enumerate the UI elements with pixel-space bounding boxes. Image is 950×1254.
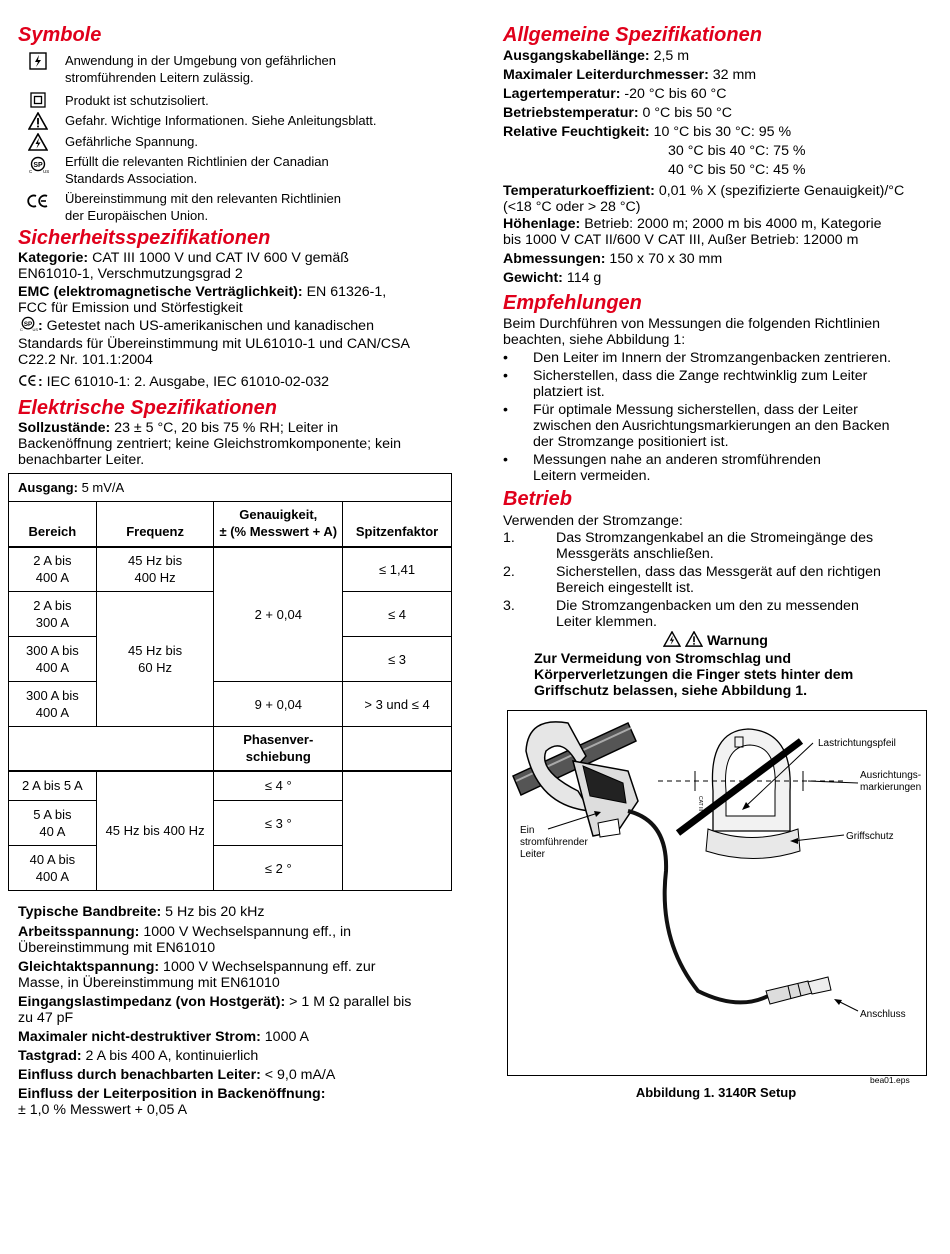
spec-iec: : IEC 61010-1: 2. Ausgabe, IEC 61010-02-032 bbox=[18, 374, 458, 391]
label-alignment: Ausrichtungs- markierungen bbox=[860, 770, 922, 793]
spec-emc: EMC (elektromagnetische Verträglichkeit): EN 61326-1, bbox=[18, 284, 387, 300]
svg-text:SP: SP bbox=[33, 162, 43, 169]
table-row bbox=[9, 474, 452, 502]
svg-text:CAT III: CAT III bbox=[697, 796, 703, 812]
safety-heading: Sicherheitsspezifikationen bbox=[18, 227, 271, 249]
voltage-triangle-icon bbox=[18, 133, 58, 151]
symbols-heading: Symbole bbox=[18, 24, 102, 46]
list-item: • Für optimale Messung sicherstellen, dass der Leiter zwischen den Ausrichtungsmarkierungen an den Backen der Stromzange positioniert ist. bbox=[503, 402, 928, 450]
recommendations-heading: Empfehlungen bbox=[503, 292, 642, 314]
output-cell: Ausgang: 5 mV/A bbox=[9, 474, 452, 502]
csa-mark-icon bbox=[18, 316, 38, 336]
symbol-row: Gefährliche Spannung. bbox=[18, 133, 458, 153]
warning-triangle-icon bbox=[685, 631, 703, 651]
symbol-row: Produkt ist schutzisoliert. bbox=[18, 92, 458, 112]
lightning-in-square-icon bbox=[18, 52, 58, 70]
spec-csa: SP C US : Getestet nach US-amerikanischen und kanadischen bbox=[20, 318, 374, 334]
symbols-list bbox=[18, 52, 458, 226]
svg-text:C: C bbox=[20, 327, 23, 332]
warning-triangle-icon bbox=[18, 112, 58, 130]
symbol-row: SP C US Erfüllt die relevanten Richtlinien der Canadian Standards Association. bbox=[18, 153, 458, 190]
table-header-row: Bereich Frequenz Genauigkeit, ± (% Messwert + A) Spitzenfaktor bbox=[9, 502, 452, 547]
label-conductor: Ein stromführender Leiter bbox=[520, 825, 588, 860]
symbol-row: Übereinstimmung mit den relevanten Richtlinien der Europäischen Union. bbox=[18, 190, 458, 226]
recommendations: Beim Durchführen von Messungen die folgenden Richtlinien beachten, siehe Abbildung 1: • Den Leiter im Innern der Stromzangenbacken zentrieren. • Sicherstellen, dass die Zange rechtwinklig zum Leiter platziert ist. • Für optimale Messung sicherstellen, dass der Leiter zwischen den Ausrichtungsmarkierungen an den Backen der Stromzange positioniert ist. • Messungen nahe an anderen stromführenden Leitern vermeiden. bbox=[503, 316, 928, 484]
operation: Verwenden der Stromzange: 1. Das Stromzangenkabel an die Stromeingänge des Messgeräts anschließen. 2. Sicherstellen, dass das Messgerät auf den richtigen Bereich eingestellt ist. 3. Die Stromzangenbacken um den zu messenden Leiter klemmen. bbox=[503, 513, 928, 630]
label-connector: Anschluss bbox=[860, 1009, 906, 1020]
list-item: 1. Das Stromzangenkabel an die Stromeingänge des Messgeräts anschließen. bbox=[503, 530, 874, 562]
list-item: 3. Die Stromzangenbacken um den zu messenden Leiter klemmen. bbox=[503, 598, 859, 630]
list-item: 2. Sicherstellen, dass das Messgerät auf den richtigen Bereich eingestellt ist. bbox=[503, 564, 881, 596]
svg-text:US: US bbox=[32, 327, 38, 332]
label-guard: Griffschutz bbox=[846, 831, 894, 842]
svg-text:SP: SP bbox=[23, 320, 33, 328]
list-item: • Den Leiter im Innern der Stromzangenbacken zentrieren. bbox=[503, 350, 928, 366]
label-load-arrow: Lastrichtungspfeil bbox=[818, 738, 896, 749]
general-specs: Ausgangskabellänge: 2,5 m Maximaler Leiterdurchmesser: 32 mm Lagertemperatur: -20 °C bis 60 °C Betriebstemperatur: 0 °C bis 50 °C Relative Feuchtigkeit: 10 °C bis 30 °C: 95 % 30 °C bis 40 °C: 75 % 40 °C bis 50 °C: 45 % bbox=[503, 48, 806, 178]
electrical-heading: Elektrische Spezifikationen bbox=[18, 397, 277, 419]
table-row: 300 A bis 400 A 9 + 0,04 > 3 und ≤ 4 bbox=[9, 682, 452, 727]
safety-specs: Kategorie: CAT III 1000 V und CAT IV 600 V gemäß EN61010-1, Verschmutzungsgrad 2 EMC (elektromagnetische Verträglichkeit): EN 61326-1, FCC für Emission und Störfestigkeit SP C US : Getestet nach US-amerikanischen und kanadischen Standards für Übereinstimmung mit UL61010-1 und CAN/CSA C22.2 Nr. 101.1:2004 : IEC 61010-1: 2. Ausgabe, IEC 61010-02-032 bbox=[18, 250, 458, 391]
table-row: 40 A bis 400 A ≤ 2 ° bbox=[9, 846, 452, 891]
double-square-icon bbox=[18, 92, 58, 108]
table-row: 2 A bis 400 A 45 Hz bis 400 Hz 2 + 0,04 ≤ 1,41 bbox=[9, 547, 452, 592]
warning-triangle-icon bbox=[663, 631, 681, 651]
ce-mark-icon bbox=[18, 190, 58, 208]
table-row: 300 A bis 400 A ≤ 3 bbox=[9, 637, 452, 682]
warning-title: Warnung bbox=[503, 631, 928, 651]
figure-file-name: bea01.eps bbox=[870, 1075, 910, 1085]
symbol-row: Gefahr. Wichtige Informationen. Siehe Anleitungsblatt. bbox=[18, 112, 458, 133]
ce-mark-icon bbox=[18, 374, 38, 391]
table-row: 2 A bis 5 A 45 Hz bis 400 Hz ≤ 4 ° bbox=[9, 771, 452, 801]
table-row: 5 A bis 40 A ≤ 3 ° bbox=[9, 801, 452, 846]
spec-category: Kategorie: CAT III 1000 V und CAT IV 600 V gemäß bbox=[18, 250, 349, 266]
svg-text:C: C bbox=[29, 169, 33, 174]
table-row: Phasenver- schiebung bbox=[9, 727, 452, 771]
general-heading: Allgemeine Spezifikationen bbox=[503, 24, 762, 46]
warning-text: Zur Vermeidung von Stromschlag und Körperverletzungen die Finger stets hinter dem Griffschutz belassen, siehe Abbildung 1. bbox=[534, 651, 854, 699]
general-specs-2: Temperaturkoeffizient: 0,01 % X (spezifizierte Genauigkeit)/°C (<18 °C oder > 28 °C) Höhenlage: Betrieb: 2000 m; 2000 m bis 4000 m, Kategorie bis 1000 V CAT II/600 V CAT III, Außer Betrieb: 12000 m Abmessungen: 150 x 70 x 30 mm Gewicht: 114 g bbox=[503, 183, 905, 286]
list-item: • Sicherstellen, dass die Zange rechtwinklig zum Leiter platziert ist. bbox=[503, 368, 928, 400]
electrical-spec-table bbox=[8, 473, 452, 891]
figure-setup bbox=[507, 710, 927, 1076]
svg-text:US: US bbox=[43, 169, 49, 174]
electrical-specs-list: Typische Bandbreite: 5 Hz bis 20 kHz Arbeitsspannung: 1000 V Wechselspannung eff., in Übereinstimmung mit EN61010 Gleichtaktspannung: 1000 V Wechselspannung eff. zur Masse, in Übereinstimmung mit EN61010 Eingangslastimpedanz (von Hostgerät): > 1 M Ω parallel bis zu 47 pF Maximaler nicht-destruktiver Strom: 1000 A Tastgrad: 2 A bis 400 A, kontinuierlich Einfluss durch benachbarten Leiter: < 9,0 mA/A Einfluss der Leiterposition in Backenöffnung: ± 1,0 % Messwert + 0,05 A bbox=[18, 904, 412, 1118]
figure-caption: Abbildung 1. 3140R Setup bbox=[635, 1085, 797, 1100]
list-item: • Messungen nahe an anderen stromführenden Leitern vermeiden. bbox=[503, 452, 928, 484]
reference-conditions: Sollzustände: 23 ± 5 °C, 20 bis 75 % RH; Leiter in Backenöffnung zentriert; keine Gleichstromkomponente; kein benachbarter Leiter. bbox=[18, 420, 402, 468]
symbol-row: Anwendung in der Umgebung von gefährlichen stromführenden Leitern zulässig. bbox=[18, 52, 458, 92]
table-row: 2 A bis 300 A 45 Hz bis 60 Hz ≤ 4 bbox=[9, 592, 452, 637]
operation-heading: Betrieb bbox=[503, 488, 572, 510]
csa-mark-icon bbox=[18, 153, 58, 174]
